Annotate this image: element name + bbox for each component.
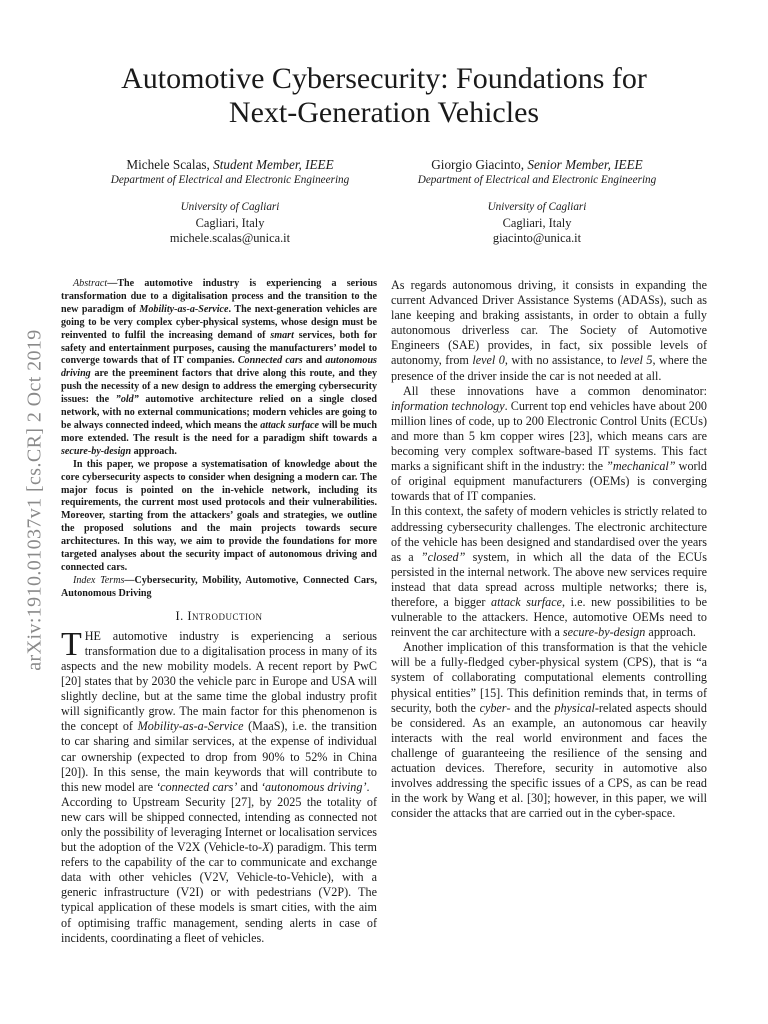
right-column (391, 278, 707, 821)
author-block-2 (377, 157, 697, 247)
intro-paragraph-4: All these innovations have a common denominator: information technology. Current top end vehicles have about 200 million lines of code, up to 200 Electronic Control Units (ECUs) and more than 5 km copper wires [23], which means cars are becoming very complex software-based IT systems. This fact marks a significant shift in the industry: the ”mechanical” world of original equipment manufacturers (OEMs) is converging towards that of IT companies. (391, 383, 708, 504)
paper-title (60, 62, 708, 130)
intro-paragraph-6: Another implication of this transformation is that the vehicle will be a fully-fledged cyber-physical system (CPS), that is “a system of collaborating computational elements controlling physical entities” [15]. This definition reminds that, in terms of security, both the cyber- and the physical-related aspects should be considered. As an example, an autonomous car heavily interacts with the real world environment and faces the challenge of guaranteeing the resilience of the sensing and actuation devices. Therefore, security in automotive also involves addressing the specific issues of a CPS, as can be read in the work by Wang et al. [30]; however, in this paper, we will consider the attacks that are carried out in the cyber-space. (391, 640, 708, 821)
author-university: University of Cagliari (180, 201, 280, 213)
abstract-paragraph-1: Abstract—The automotive industry is experiencing a serious transformation due to a digitalisation process and the transition to the new paradigm of Mobility-as-a-Service. The next-generation vehicles are going to be very complex cyber-physical systems, whose design must be reinvented to fulfil the increasing demand of smart services, both for safety and entertainment purposes, causing the manufacturers’ model to converge towards that of IT companies. Connected cars and autonomous driving are the preeminent factors that drive along this route, and they push the necessity of a new design to address the emerging cybersecurity issues: the ”old” automotive architecture relied on a single closed network, with no external communications; modern vehicles are going to be always connected indeed, which means the attack surface will be much more extended. The result is the need for a paradigm shift towards a secure-by-design approach. (61, 278, 378, 457)
title-line-1: Automotive Cybersecurity: Foundations for (121, 62, 647, 95)
author-email: giacinto@unica.it (492, 231, 582, 245)
author-university: University of Cagliari (487, 201, 587, 213)
intro-paragraph-2: According to Upstream Security [27], by 2025 the totality of new cars will be shipped connected, intending as connected not only the possibility of leveraging Internet or localisation services but the adoption of the V2X (Vehicle-to-X) paradigm. This term refers to the capability of the car to communicate and exchange data with other vehicles (V2V, Vehicle-to-Vehicle), with a generic infrastructure (V2I) or with pedestrians (V2P). The typical application of these models is smart cities, with the aim of optimising traffic management, sending alerts in case of incidents, coordinating a fleet of vehicles. (61, 794, 377, 945)
intro-paragraph-3: As regards autonomous driving, it consists in expanding the current Advanced Driver Assistance Systems (ADASs), such as lane keeping and braking assistants, in order to obtain a fully autonomous driverless car. The Society of Automotive Engineers (SAE) provides, in fact, six possible levels of autonomy, from level 0, with no assistance, to level 5, where the presence of the driver inside the car is not needed at all. (391, 278, 707, 383)
section-heading: I. Introduction (175, 608, 263, 623)
author-block-1 (70, 157, 390, 247)
abstract-paragraph-2: In this paper, we propose a systematisation of knowledge about the core cybersecurity aspects to consider when designing a modern car. The major focus is pointed on the in-vehicle network, including its requirements, the current most used protocols and their vulnerabilities. Moreover, starting from the attackers’ goals and strategies, we outline the proposed solutions and the main projects towards secure architectures. In this way, we aim to provide the foundations for more targeted analyses about the security impact of autonomous driving and connected cars. (61, 458, 377, 573)
drop-cap: T (61, 625, 82, 663)
author-city: Cagliari, Italy (195, 215, 265, 230)
author-city: Cagliari, Italy (502, 215, 572, 230)
title-line-2: Next-Generation Vehicles (228, 96, 540, 129)
author-department: Department of Electrical and Electronic Engineering (417, 173, 657, 186)
author-role: Student Member, IEEE (213, 157, 334, 172)
left-column (61, 278, 377, 946)
author-name: Michele Scalas, (126, 157, 210, 172)
author-name: Giorgio Giacinto, (431, 157, 525, 172)
intro-paragraph-5: In this context, the safety of modern vehicles is strictly related to addressing cybersecurity challenges. The electronic architecture of the vehicle has been designed and standardised over the years as a ”closed” system, in which all the data of the ECUs persisted in the internal network. The above new services require instead that data spread across multiple networks; there is, therefore, a bigger attack surface, i.e. new possibilities to be vulnerable to the attackers. Hence, automotive OEMs need to reinvent the car architecture with a secure-by-design approach. (391, 504, 707, 640)
author-department: Department of Electrical and Electronic Engineering (110, 173, 350, 186)
author-role: Senior Member, IEEE (527, 157, 643, 172)
index-terms: Index Terms—Cybersecurity, Mobility, Automotive, Connected Cars, Autonomous Driving (61, 574, 377, 599)
arxiv-stamp: arXiv:1910.01037v1 [cs.CR] 2 Oct 2019 (23, 329, 46, 671)
intro-paragraph-1: THE automotive industry is experiencing a serious transformation due to a digitalisation process in many of its aspects and the new mobility models. A recent report by PwC [20] states that by 2030 the vehicle parc in Europe and USA will slightly decline, but at the same time the global industry profit will significantly grow. The main factor for this phenomenon is the concept of Mobility-as-a-Service (MaaS), i.e. the transition to car sharing and similar services, at the expense of individual car ownership (expected to drop from 90% to 52% in China [20]). In this sense, the main keywords that will contribute to this new model are ‘connected cars’ and ‘autonomous driving’. (61, 625, 377, 794)
author-email: michele.scalas@unica.it (169, 231, 291, 245)
